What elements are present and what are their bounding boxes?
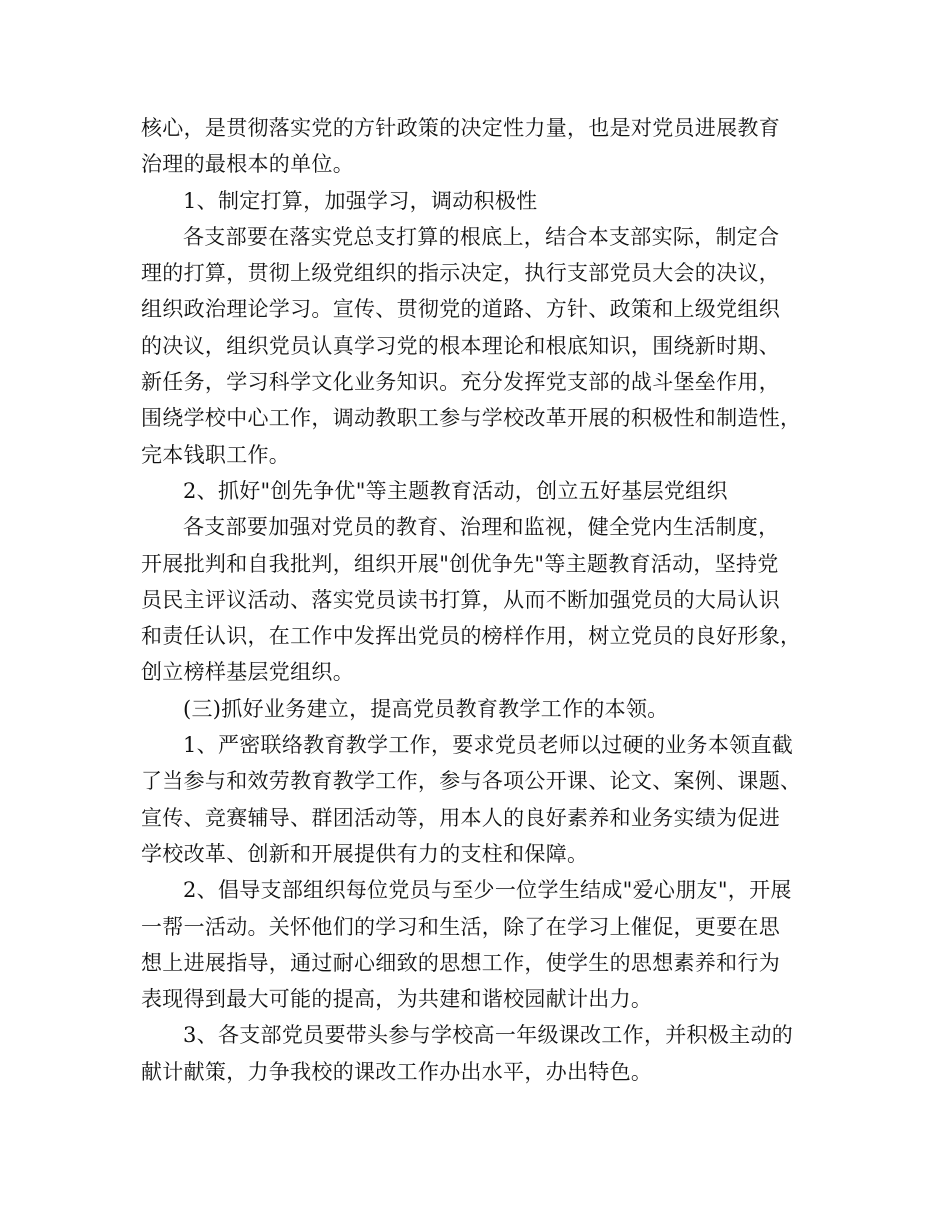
text-line: 员民主评议活动、落实党员读书打算，从而不断加强党员的大局认识 [141, 587, 780, 612]
text-line: 各支部要在落实党总支打算的根底上，结合本支部实际，制定合 [183, 224, 780, 249]
text-line: 宣传、竞赛辅导、群团活动等，用本人的良好素养和业务实绩为促进 [141, 805, 780, 830]
text-line: 核心，是贯彻落实党的方针政策的决定性力量，也是对党员进展教育 [141, 116, 780, 140]
text-line: 一帮一活动。关怀他们的学习和生活，除了在学习上催促，更要在思 [141, 914, 780, 939]
text-line: 1、制定打算，加强学习，调动积极性 [183, 188, 538, 213]
text-line: 的决议，组织党员认真学习党的根本理论和根底知识，围绕新时期、 [141, 333, 780, 358]
text-line: 各支部要加强对党员的教育、治理和监视，健全党内生活制度， [183, 515, 780, 540]
text-line: 组织政治理论学习。宣传、贯彻党的道路、方针、政策和上级党组织 [141, 297, 780, 322]
text-line: 了当参与和效劳教育教学工作，参与各项公开课、论文、案例、课题、 [141, 769, 802, 794]
text-line: 3、各支部党员要带头参与学校高一年级课改工作，并积极主动的 [183, 1023, 794, 1048]
text-line: 理的打算，贯彻上级党组织的指示决定，执行支部党员大会的决议， [141, 261, 780, 286]
text-line: 1、严密联络教育教学工作，要求党员老师以过硬的业务本领直截 [183, 733, 794, 758]
text-line: 2、倡导支部组织每位党员与至少一位学生结成"爱心朋友"，开展 [183, 878, 792, 903]
text-line: 和责任认识，在工作中发挥出党员的榜样作用，树立党员的良好形象， [141, 624, 802, 649]
text-line: 想上进展指导，通过耐心细致的思想工作，使学生的思想素养和行为 [141, 950, 780, 975]
text-line: 治理的最根本的单位。 [141, 152, 354, 177]
document-body [141, 110, 831, 1090]
text-line: 学校改革、创新和开展提供有力的支柱和保障。 [141, 841, 589, 866]
text-line: 新任务，学习科学文化业务知识。充分发挥党支部的战斗堡垒作用， [141, 370, 780, 395]
text-line: (三)抓好业务建立，提高党员教育教学工作的本领。 [183, 696, 669, 721]
text-line: 献计献策，力争我校的课改工作办出水平，办出特色。 [141, 1059, 653, 1084]
text-line: 完本钱职工作。 [141, 442, 291, 467]
text-line: 表现得到最大可能的提高，为共建和谐校园献计出力。 [141, 987, 653, 1012]
text-line: 开展批判和自我批判，组织开展"创优争先"等主题教育活动，坚持党 [141, 551, 779, 576]
text-line: 2、抓好"创先争优"等主题教育活动，创立五好基层党组织 [183, 478, 728, 503]
text-line: 创立榜样基层党组织。 [141, 660, 354, 685]
text-line: 围绕学校中心工作，调动教职工参与学校改革开展的积极性和制造性， [141, 406, 802, 431]
